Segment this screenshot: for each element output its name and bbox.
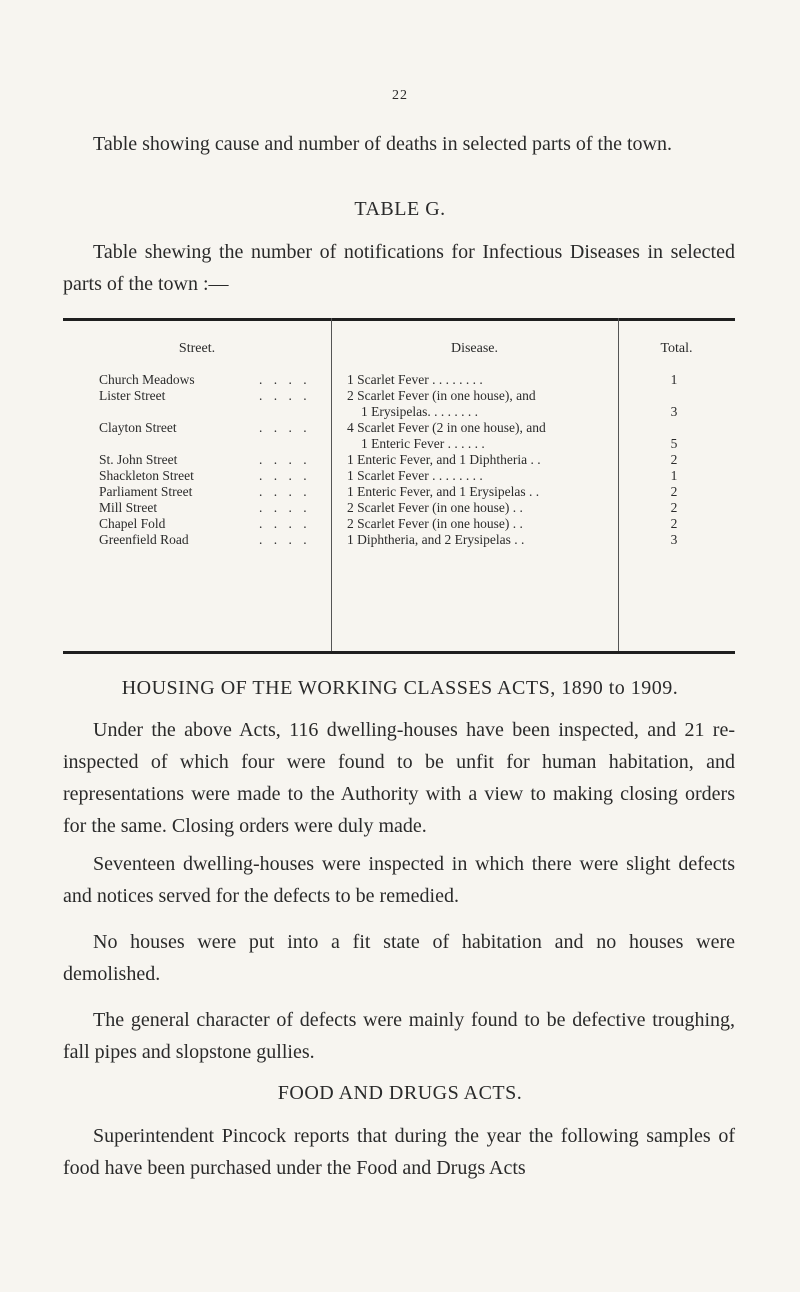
leader-dots: . . . .: [259, 420, 311, 435]
street-cell: St. John Street: [99, 452, 178, 467]
disease-line: 1 Enteric Fever, and 1 Erysipelas . .: [347, 484, 540, 499]
leader-dots: . . . .: [259, 452, 311, 467]
total-cell: 3: [670, 404, 678, 419]
leader-dots: . . . .: [259, 516, 311, 531]
housing-paragraph: The general character of defects were mainly found to be defective troughing, fall pipes and slopstone gullies.: [63, 1009, 735, 1063]
street-cell: Chapel Fold: [99, 516, 166, 531]
disease-line-continued: 1 Enteric Fever . . . . . .: [361, 436, 485, 451]
disease-cell: [347, 372, 637, 388]
header-street: Street.: [178, 341, 216, 356]
table-bottom-rule: [63, 651, 735, 654]
food-heading: FOOD AND DRUGS ACTS.: [277, 1082, 523, 1104]
table-caption: Table shewing the number of notifications for Infectious Diseases in selected parts of the town :—: [63, 241, 735, 295]
street-cell: Church Meadows: [99, 372, 195, 387]
disease-line: 1 Enteric Fever, and 1 Diphtheria . .: [347, 452, 541, 467]
table-top-rule: [63, 318, 735, 321]
disease-cell: [347, 452, 637, 468]
leader-dots: . . . .: [259, 468, 311, 483]
leader-dots: . . . .: [259, 484, 311, 499]
disease-line: 1 Diphtheria, and 2 Erysipelas . .: [347, 532, 525, 547]
total-cell: 2: [670, 452, 678, 467]
street-cell: Mill Street: [99, 500, 158, 515]
disease-cell: [347, 516, 637, 532]
leader-dots: . . . .: [259, 372, 311, 387]
street-cell: Shackleton Street: [99, 468, 194, 483]
total-cell: 2: [670, 484, 678, 499]
disease-line: 4 Scarlet Fever (2 in one house), and: [347, 420, 546, 435]
disease-cell: [347, 532, 637, 548]
disease-line: 1 Scarlet Fever . . . . . . . .: [347, 372, 483, 387]
street-cell: Parliament Street: [99, 484, 193, 499]
housing-paragraph: No houses were put into a fit state of habitation and no houses were demolished.: [63, 931, 735, 985]
food-paragraph: Superintendent Pincock reports that during the year the following samples of food have been purchased under the Food and Drugs Acts: [63, 1125, 735, 1179]
disease-line: 2 Scarlet Fever (in one house), and: [347, 388, 536, 403]
disease-cell: [347, 388, 637, 420]
header-total: Total.: [660, 341, 693, 356]
street-cell: Lister Street: [99, 388, 166, 403]
table-title: TABLE G.: [354, 198, 446, 220]
total-cell: 3: [670, 532, 678, 547]
housing-paragraph: Under the above Acts, 116 dwelling-houses have been inspected, and 21 re-inspected of which four were found to be unfit for human habitation, and representations were made to the Authority with a view to making closing orders for the same. Closing orders were duly made.: [63, 719, 735, 837]
street-cell: Greenfield Road: [99, 532, 189, 547]
disease-line: 2 Scarlet Fever (in one house) . .: [347, 500, 523, 515]
street-cell: Clayton Street: [99, 420, 177, 435]
disease-cell: [347, 420, 637, 452]
disease-line: 1 Scarlet Fever . . . . . . . .: [347, 468, 483, 483]
housing-paragraph: Seventeen dwelling-houses were inspected in which there were slight defects and notices served for the defects to be remedied.: [63, 853, 735, 907]
total-cell: 2: [670, 500, 678, 515]
leader-dots: . . . .: [259, 532, 311, 547]
disease-line: 2 Scarlet Fever (in one house) . .: [347, 516, 523, 531]
disease-cell: [347, 468, 637, 484]
column-divider: [331, 318, 332, 654]
total-cell: 5: [670, 436, 678, 451]
header-disease: Disease.: [450, 341, 499, 356]
leader-dots: . . . .: [259, 388, 311, 403]
total-cell: 1: [670, 468, 678, 483]
housing-heading: HOUSING OF THE WORKING CLASSES ACTS, 1890 to 1909.: [121, 677, 679, 699]
total-cell: 1: [670, 372, 678, 387]
disease-line-continued: 1 Erysipelas. . . . . . . .: [361, 404, 478, 419]
disease-cell: [347, 484, 637, 500]
disease-cell: [347, 500, 637, 516]
leader-dots: . . . .: [259, 500, 311, 515]
intro-text: Table showing cause and number of deaths in selected parts of the town.: [93, 133, 672, 155]
total-cell: 2: [670, 516, 678, 531]
page-number: 22: [392, 88, 408, 103]
